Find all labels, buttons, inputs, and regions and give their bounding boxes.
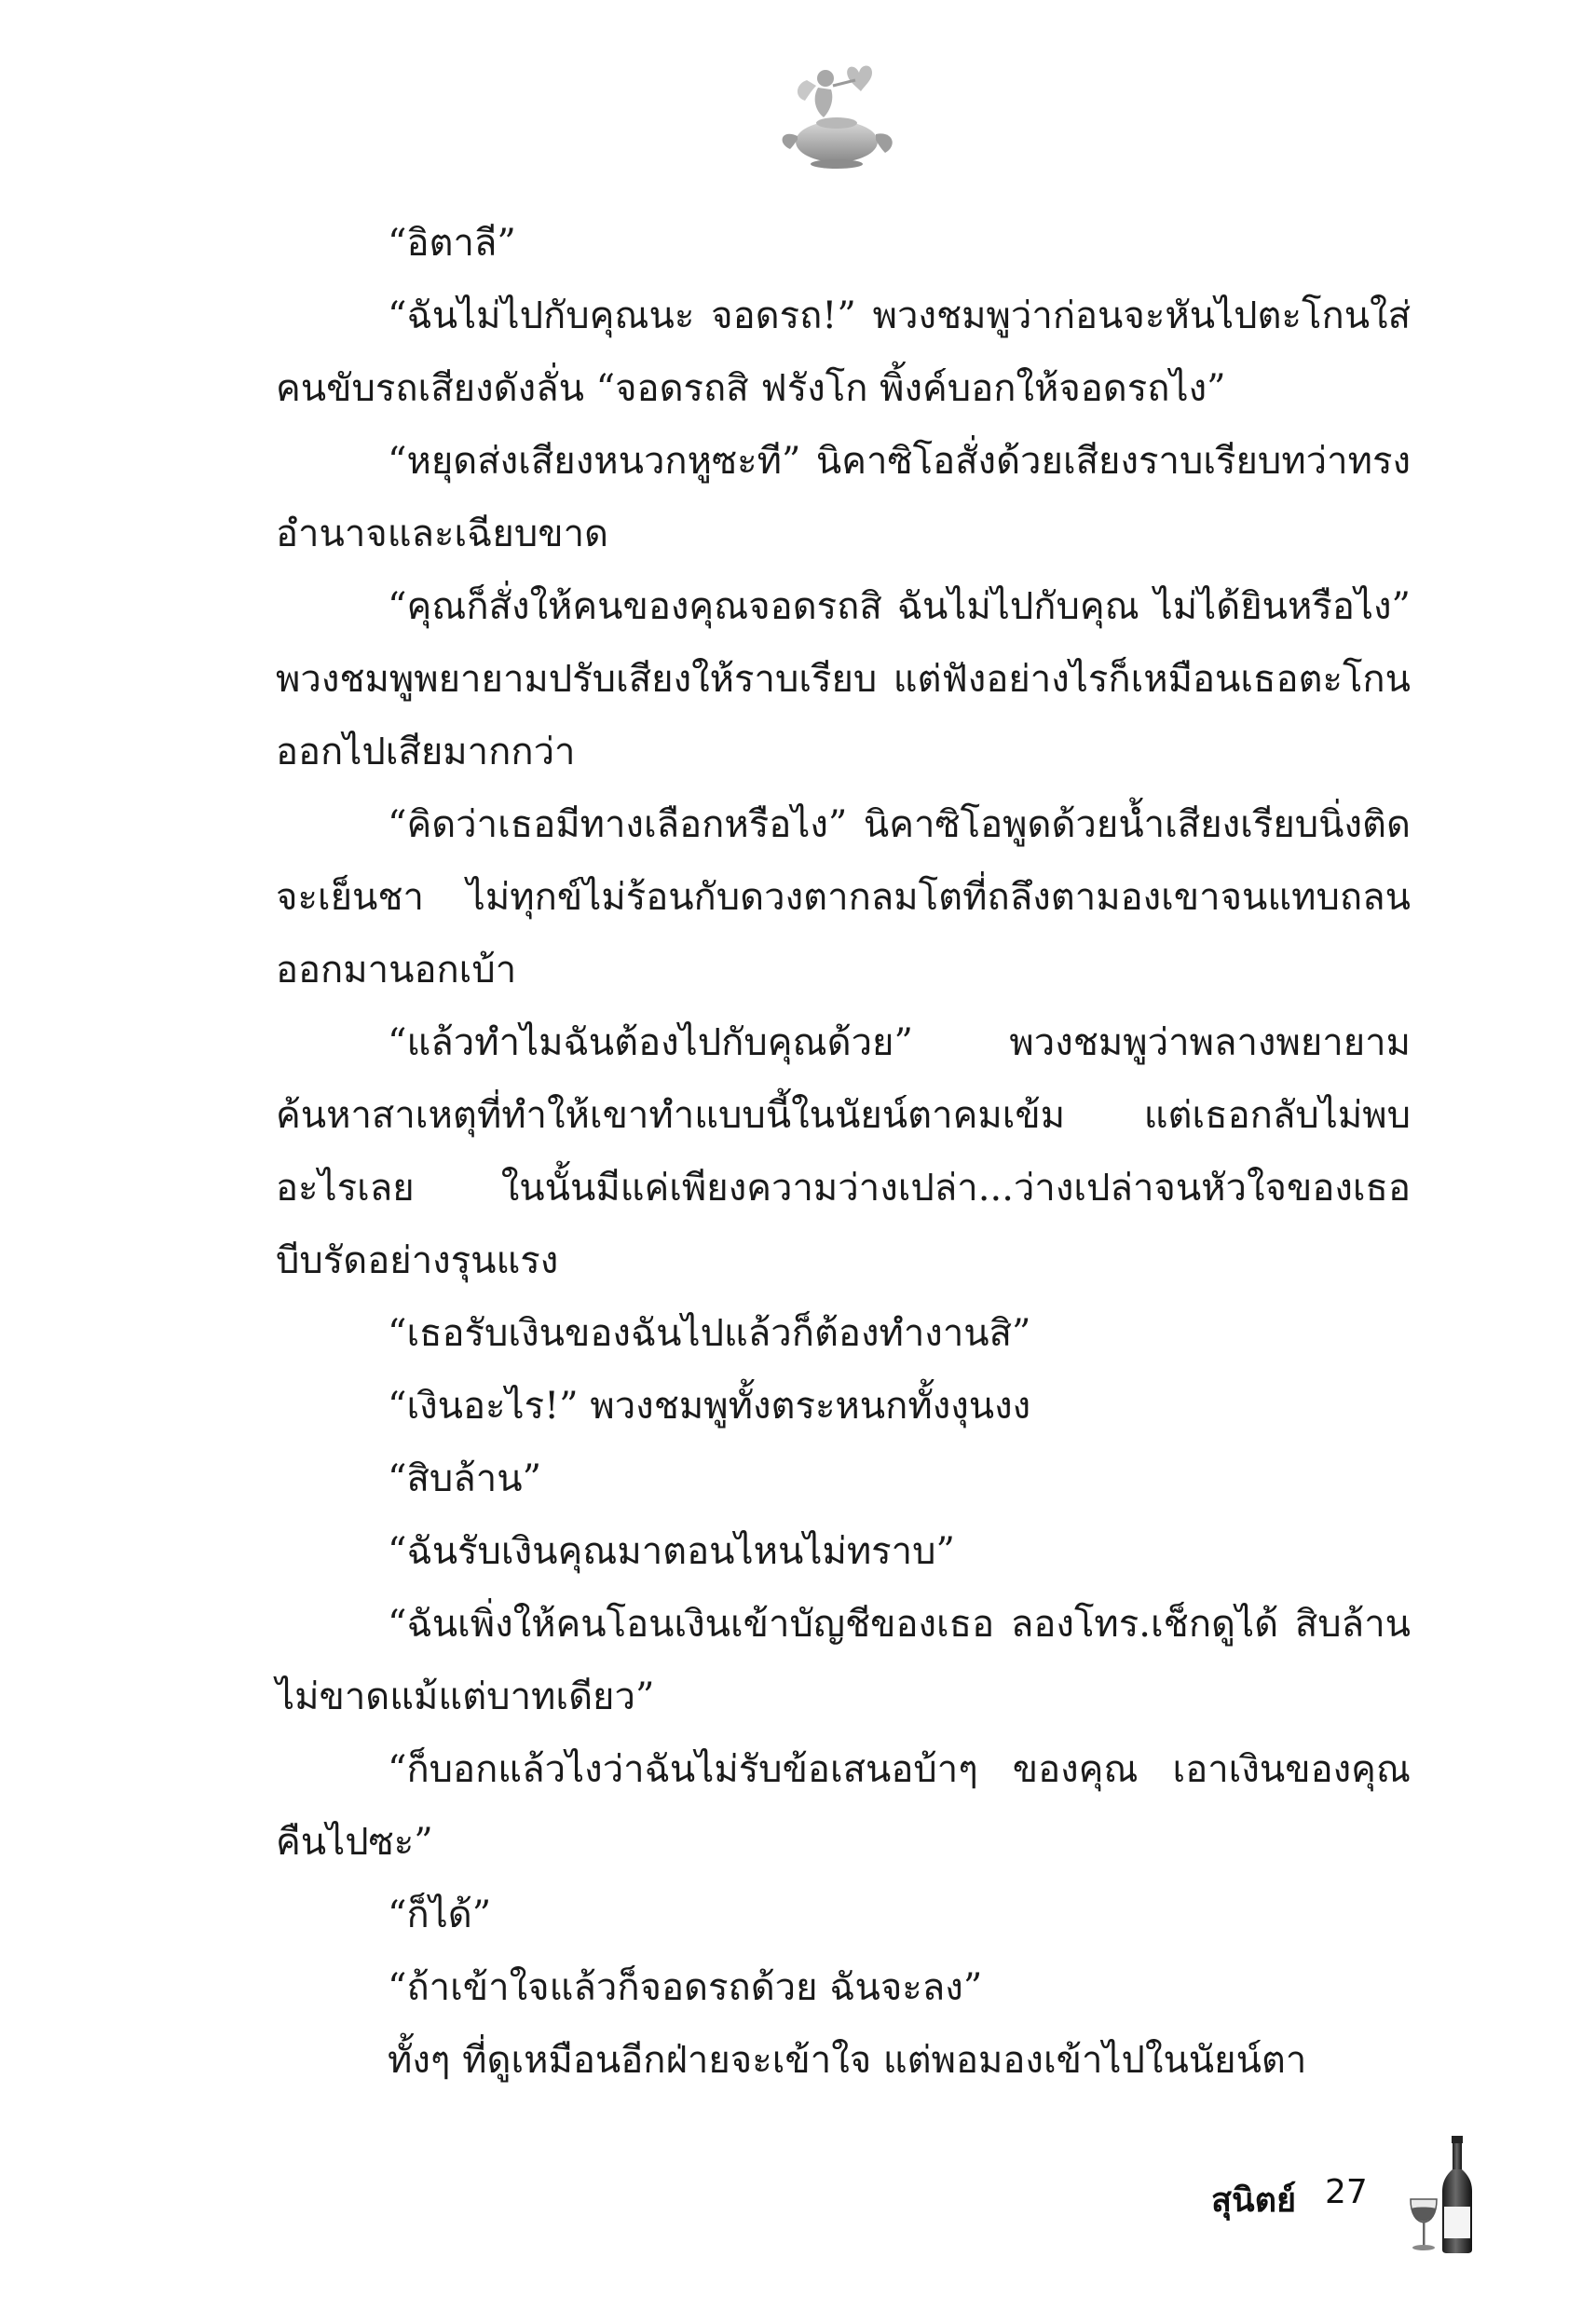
- paragraph: “คิดว่าเธอมีทางเลือกหรือไง” นิคาซิโอพูดด้วยน้ำเสียงเรียบนิ่งติดจะเย็นชา ไม่ทุกข์ไม่ร้อนกับดวงตากลมโตที่ถลึงตามองเขาจนแทบถลนออกมานอกเบ้า: [276, 803, 1411, 991]
- paragraph: “ฉันเพิ่งให้คนโอนเงินเข้าบัญชีของเธอ ลองโทร.เช็กดูได้ สิบล้านไม่ขาดแม้แต่บาทเดียว”: [276, 1603, 1411, 1718]
- paragraph: “เงินอะไร!” พวงชมพูทั้งตระหนกทั้งงุนงง: [388, 1385, 1031, 1428]
- paragraph: “สิบล้าน”: [388, 1457, 542, 1500]
- paragraph: “ถ้าเข้าใจแล้วก็จอดรถด้วย ฉันจะลง”: [388, 1966, 983, 2009]
- paragraph: “คุณก็สั่งให้คนของคุณจอดรถสิ ฉันไม่ไปกับคุณ ไม่ได้ยินหรือไง” พวงชมพูพยายามปรับเสียงให้ราบเรียบ แต่ฟังอย่างไรก็เหมือนเธอตะโกนออกไปเสียมากกว่า: [276, 585, 1411, 773]
- paragraph: “ก็ได้”: [388, 1894, 492, 1936]
- author-name: สุนิตย์: [1211, 2181, 1297, 2220]
- paragraph: “เธอรับเงินของฉันไปแล้วก็ต้องทำงานสิ”: [388, 1312, 1031, 1355]
- paragraph: ทั้งๆ ที่ดูเหมือนอีกฝ่ายจะเข้าใจ แต่พอมองเข้าไปในนัยน์ตา: [388, 2039, 1307, 2082]
- wine-bottle-glass-icon: [1405, 2134, 1491, 2255]
- teapot-cupid-ornament-icon: [770, 52, 909, 173]
- page-number: 27: [1325, 2173, 1368, 2211]
- paragraph: “ฉันไม่ไปกับคุณนะ จอดรถ!” พวงชมพูว่าก่อนจะหันไปตะโกนใส่คนขับรถเสียงดังลั่น “จอดรถสิ ฟรังโก พิ้งค์บอกให้จอดรถไง”: [276, 294, 1411, 410]
- paragraph: “ฉันรับเงินคุณมาตอนไหนไม่ทราบ”: [388, 1530, 955, 1573]
- paragraph: “แล้วทำไมฉันต้องไปกับคุณด้วย” พวงชมพูว่าพลางพยายามค้นหาสาเหตุที่ทำให้เขาทำแบบนี้ในนัยน์ตาคมเข้ม แต่เธอกลับไม่พบอะไรเลย ในนั้นมีแค่เพียงความว่างเปล่า...ว่างเปล่าจนหัวใจของเธอบีบรัดอย่างรุนแรง: [276, 1021, 1411, 1282]
- paragraph: “หยุดส่งเสียงหนวกหูซะที” นิคาซิโอสั่งด้วยเสียงราบเรียบทว่าทรงอำนาจและเฉียบขาด: [276, 440, 1411, 555]
- paragraph: “อิตาลี”: [388, 222, 516, 265]
- story-text: [276, 207, 1411, 2097]
- page-footer: [1211, 2134, 1491, 2255]
- paragraph: “ก็บอกแล้วไงว่าฉันไม่รับข้อเสนอบ้าๆ ของคุณ เอาเงินของคุณคืนไปซะ”: [276, 1748, 1411, 1864]
